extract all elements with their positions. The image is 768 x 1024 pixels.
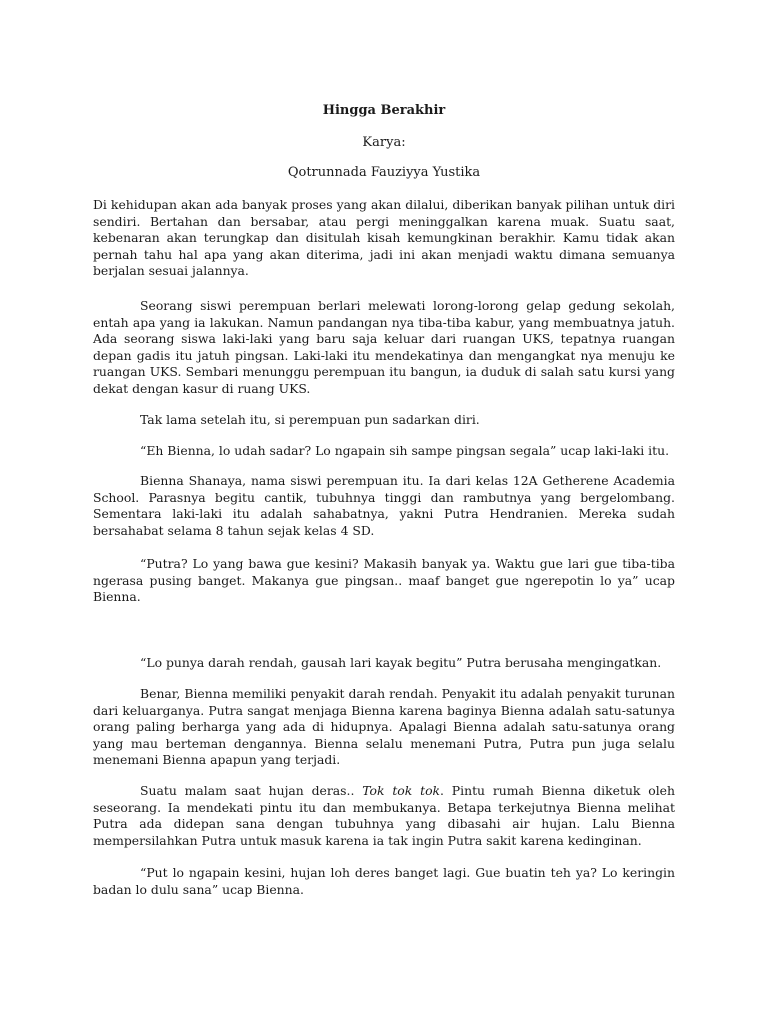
paragraph-dialogue: “Eh Bienna, lo udah sadar? Lo ngapain sih sampe pingsan segala” ucap laki-laki itu. — [140, 443, 670, 458]
paragraph-dialogue: “Lo punya darah rendah, gausah lari kayak begitu” Putra berusaha mengingatkan. — [140, 655, 662, 670]
paragraph-body: Benar, Bienna memiliki penyakit darah rendah. Penyakit itu adalah penyakit turunan dari keluarganya. Putra sangat menjaga Bienna karena baginya Bienna adalah satu-satunya orang paling berharga yang ada di hidupnya. Apalagi Bienna adalah satu-satunya orang yang mau berteman dengannya. Bienna selalu menemani Putra, Putra pun juga selalu menemani Bienna apapun yang terjadi. — [93, 686, 675, 768]
paragraph-text-before: Suatu malam saat hujan deras.. — [140, 783, 363, 798]
paragraph-dialogue: “Putra? Lo yang bawa gue kesini? Makasih banyak ya. Waktu gue lari gue tiba-tiba ngerasa pusing banget. Makanya gue pingsan.. maaf banget gue ngerepotin lo ya” ucap Bienna. — [93, 556, 675, 605]
paragraph-body: Tak lama setelah itu, si perempuan pun sadarkan diri. — [140, 412, 480, 427]
story-title: Hingga Berakhir — [322, 103, 446, 118]
paragraph-intro: Di kehidupan akan ada banyak proses yang akan dilalui, diberikan banyak pilihan untuk diri sendiri. Bertahan dan bersabar, atau pergi meninggalkan karena muak. Suatu saat, kebenaran akan terungkap dan disitulah kisah kemungkinan berakhir. Kamu tidak akan pernah tahu hal apa yang akan diterima, jadi ini akan menjadi waktu dimana semuanya berjalan sesuai jalannya. — [93, 197, 675, 279]
paragraph-text-after: . Pintu rumah Bienna diketuk oleh seseorang. Ia mendekati pintu itu dan membukanya. Betapa terkejutnya Bienna melihat Putra ada didepan sana dengan tubuhnya yang dibasahi air hujan. Lalu Bienna mempersilahkan Putra untuk masuk karena ia tak ingin Putra sakit karena kedinginan. — [93, 783, 675, 848]
paragraph-body — [93, 783, 675, 849]
author-name: Qotrunnada Fauziyya Yustika — [287, 165, 481, 180]
paragraph-body: Seorang siswi perempuan berlari melewati lorong-lorong gelap gedung sekolah, entah apa yang ia lakukan. Namun pandangan nya tiba-tiba kabur, yang membuatnya jatuh. Ada seorang siswa laki-laki yang baru saja keluar dari ruangan UKS, tepatnya ruangan depan gadis itu jatuh pingsan. Laki-laki itu mendekatinya dan mengangkat nya menuju ke ruangan UKS. Sembari menunggu perempuan itu bangun, ia duduk di salah satu kursi yang dekat dengan kasur di ruang UKS. — [93, 298, 675, 396]
knock-sound-text: Tok tok tok — [362, 783, 441, 798]
byline-label: Karya: — [362, 135, 406, 150]
paragraph-body: Bienna Shanaya, nama siswi perempuan itu. Ia dari kelas 12A Getherene Academia School. Parasnya begitu cantik, tubuhnya tinggi dan rambutnya yang bergelombang. Sementara laki-laki itu adalah sahabatnya, yakni Putra Hendranien. Mereka sudah bersahabat selama 8 tahun sejak kelas 4 SD. — [93, 473, 675, 538]
paragraph-dialogue: “Put lo ngapain kesini, hujan loh deres banget lagi. Gue buatin teh ya? Lo keringin badan lo dulu sana” ucap Bienna. — [93, 865, 675, 897]
